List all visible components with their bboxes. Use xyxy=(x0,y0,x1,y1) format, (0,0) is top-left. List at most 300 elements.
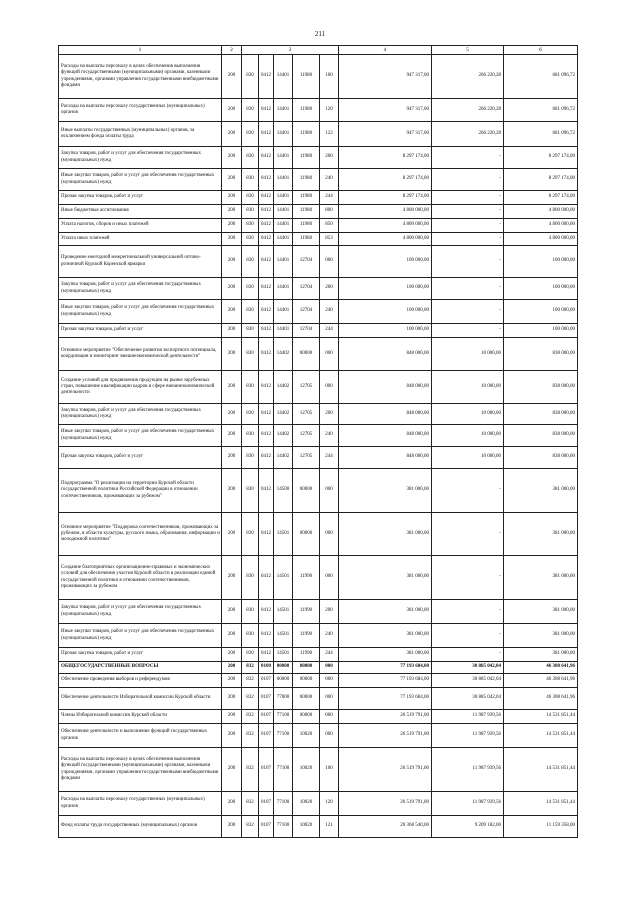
amount-approved: 4 800 000,00 xyxy=(339,219,432,233)
table-row xyxy=(59,169,578,191)
code-direction: 10020 xyxy=(293,724,320,748)
row-name: Прочая закупка товаров, работ и услуг xyxy=(59,447,222,469)
amount-executed: - xyxy=(432,147,504,169)
code-direction: 11980 xyxy=(293,233,320,246)
amount-remaining: 838 000,00 xyxy=(504,404,578,425)
amount-remaining: 100 000,00 xyxy=(504,300,578,324)
row-name: Закупка товаров, работ и услуг для обеспечения государственных (муниципальных) нужд xyxy=(59,404,222,425)
code-admin: 200 xyxy=(222,233,242,246)
amount-approved: 381 000,00 xyxy=(339,513,432,556)
amount-executed: - xyxy=(432,278,504,300)
code-direction: 11980 xyxy=(293,205,320,219)
amount-approved: 77 193 684,00 xyxy=(339,674,432,688)
amount-remaining: 381 000,00 xyxy=(504,600,578,624)
code-program: 77100 xyxy=(274,710,293,724)
table-row xyxy=(59,624,578,648)
amount-remaining: 46 308 641,96 xyxy=(504,662,578,674)
amount-remaining: 100 000,00 xyxy=(504,324,578,338)
row-name: Подпрограмма "О реализации на территории Курской области государственной политики Российской Федерации в отношении соотечественников, проживающих за рубежом" xyxy=(59,469,222,513)
row-name: Расходы на выплаты персоналу государственных (муниципальных) органов xyxy=(59,99,222,122)
code-ministry: 830 xyxy=(242,600,259,624)
code-direction: 12705 xyxy=(293,425,320,447)
code-section: 0412 xyxy=(259,447,274,469)
table-row xyxy=(59,404,578,425)
table-row xyxy=(59,648,578,662)
code-expense-type: 000 xyxy=(320,710,339,724)
code-direction: 11980 xyxy=(293,169,320,191)
code-admin: 200 xyxy=(222,748,242,792)
amount-executed: 10 000,00 xyxy=(432,404,504,425)
code-admin: 200 xyxy=(222,513,242,556)
amount-approved: 100 000,00 xyxy=(339,246,432,278)
amount-remaining: 8 297 174,00 xyxy=(504,191,578,205)
code-section: 0412 xyxy=(259,55,274,99)
table-row xyxy=(59,724,578,748)
code-ministry: 832 xyxy=(242,688,259,710)
code-admin: 200 xyxy=(222,278,242,300)
code-section: 0412 xyxy=(259,147,274,169)
code-ministry: 830 xyxy=(242,169,259,191)
header-cell: 4 xyxy=(339,46,432,55)
code-ministry: 830 xyxy=(242,371,259,404)
code-expense-type: 000 xyxy=(320,688,339,710)
code-admin: 200 xyxy=(222,147,242,169)
code-admin: 200 xyxy=(222,792,242,816)
code-program: 14501 xyxy=(274,600,293,624)
code-direction: 12705 xyxy=(293,371,320,404)
code-admin: 200 xyxy=(222,662,242,674)
code-expense-type: 120 xyxy=(320,99,339,122)
code-expense-type: 000 xyxy=(320,513,339,556)
code-section: 0412 xyxy=(259,324,274,338)
row-name: Основное мероприятие "Обеспечение развития экспортного потенциала, координация и мониторинг внешнеэкономической деятельности" xyxy=(59,338,222,371)
amount-approved: 100 000,00 xyxy=(339,324,432,338)
code-expense-type: 100 xyxy=(320,748,339,792)
code-direction: 11990 xyxy=(293,648,320,662)
code-program: 77100 xyxy=(274,724,293,748)
code-admin: 200 xyxy=(222,55,242,99)
row-name: Создание условий для продвижения продукции на рынке зарубежных стран, повышение квалификации кадров в сфере внешнеэкономической деятельности xyxy=(59,371,222,404)
header-cell: 5 xyxy=(432,46,504,55)
code-expense-type: 240 xyxy=(320,425,339,447)
amount-executed: 266 220,28 xyxy=(432,99,504,122)
code-program: 14401 xyxy=(274,147,293,169)
code-admin: 200 xyxy=(222,648,242,662)
amount-approved: 8 297 174,00 xyxy=(339,191,432,205)
code-expense-type: 100 xyxy=(320,55,339,99)
code-section: 0100 xyxy=(259,662,274,674)
code-ministry: 832 xyxy=(242,710,259,724)
amount-approved: 20 368 540,00 xyxy=(339,816,432,838)
amount-remaining: 46 308 641,96 xyxy=(504,674,578,688)
amount-remaining: 838 000,00 xyxy=(504,425,578,447)
amount-remaining: 46 308 641,96 xyxy=(504,688,578,710)
code-expense-type: 000 xyxy=(320,662,339,674)
code-program: 14401 xyxy=(274,278,293,300)
table-row xyxy=(59,556,578,600)
amount-executed: 11 987 939,56 xyxy=(432,792,504,816)
code-program: 77100 xyxy=(274,816,293,838)
amount-executed: 266 220,28 xyxy=(432,55,504,99)
code-direction: 12704 xyxy=(293,300,320,324)
row-name: Прочая закупка товаров, работ и услуг xyxy=(59,324,222,338)
row-name: Обеспечение проведения выборов и референдумов xyxy=(59,674,222,688)
code-admin: 200 xyxy=(222,338,242,371)
row-name: Закупка товаров, работ и услуг для обеспечения государственных (муниципальных) нужд xyxy=(59,278,222,300)
code-program: 14401 xyxy=(274,169,293,191)
code-program: 14401 xyxy=(274,122,293,147)
code-expense-type: 000 xyxy=(320,556,339,600)
row-name: Иные закупки товаров, работ и услуг для обеспечения государственных (муниципальных) нужд xyxy=(59,300,222,324)
amount-approved: 100 000,00 xyxy=(339,278,432,300)
amount-remaining: 100 000,00 xyxy=(504,278,578,300)
amount-approved: 8 297 174,00 xyxy=(339,169,432,191)
code-ministry: 830 xyxy=(242,556,259,600)
code-section: 0412 xyxy=(259,513,274,556)
code-ministry: 832 xyxy=(242,662,259,674)
header-row xyxy=(59,46,578,55)
table-row xyxy=(59,447,578,469)
code-direction: 11990 xyxy=(293,600,320,624)
code-ministry: 830 xyxy=(242,624,259,648)
code-direction: 00000 xyxy=(293,662,320,674)
row-name: Иные закупки товаров, работ и услуг для обеспечения государственных (муниципальных) нужд xyxy=(59,624,222,648)
code-expense-type: 850 xyxy=(320,219,339,233)
code-program: 14401 xyxy=(274,246,293,278)
code-expense-type: 200 xyxy=(320,404,339,425)
amount-approved: 8 297 174,00 xyxy=(339,147,432,169)
code-direction: 11980 xyxy=(293,191,320,205)
code-section: 0412 xyxy=(259,122,274,147)
row-name: Иные выплаты государственных (муниципальных) органов, за исключением фонда оплаты труда xyxy=(59,122,222,147)
code-expense-type: 200 xyxy=(320,147,339,169)
amount-remaining: 838 000,00 xyxy=(504,371,578,404)
table-row xyxy=(59,300,578,324)
code-direction: 12704 xyxy=(293,324,320,338)
code-program: 14401 xyxy=(274,324,293,338)
code-direction: 11980 xyxy=(293,122,320,147)
amount-executed: - xyxy=(432,219,504,233)
code-expense-type: 000 xyxy=(320,371,339,404)
header-cell: 3 xyxy=(242,46,339,55)
amount-approved: 947 317,00 xyxy=(339,55,432,99)
code-direction: 11980 xyxy=(293,99,320,122)
amount-approved: 848 000,00 xyxy=(339,404,432,425)
code-expense-type: 244 xyxy=(320,648,339,662)
amount-approved: 848 000,00 xyxy=(339,371,432,404)
code-direction: 12704 xyxy=(293,246,320,278)
code-program: 14401 xyxy=(274,99,293,122)
amount-remaining: 4 800 000,00 xyxy=(504,205,578,219)
amount-executed: 10 000,00 xyxy=(432,338,504,371)
table-row xyxy=(59,816,578,838)
row-name: Члены Избирательной комиссии Курской области xyxy=(59,710,222,724)
code-ministry: 830 xyxy=(242,233,259,246)
code-direction: 12705 xyxy=(293,404,320,425)
amount-executed: 11 987 939,56 xyxy=(432,710,504,724)
code-section: 0412 xyxy=(259,425,274,447)
code-admin: 200 xyxy=(222,191,242,205)
row-name: ОБЩЕГОСУДАРСТВЕННЫЕ ВОПРОСЫ xyxy=(59,662,222,674)
row-name: Основное мероприятие "Поддержка соотечественников, проживающих за рубежом, в области культуры, русского языка, образования, информации и молодежной политики" xyxy=(59,513,222,556)
amount-executed: - xyxy=(432,324,504,338)
code-section: 0107 xyxy=(259,792,274,816)
code-ministry: 830 xyxy=(242,278,259,300)
code-program: 14401 xyxy=(274,300,293,324)
code-program: 14401 xyxy=(274,233,293,246)
amount-executed: 266 220,28 xyxy=(432,122,504,147)
code-admin: 200 xyxy=(222,724,242,748)
code-admin: 200 xyxy=(222,219,242,233)
code-direction: 00000 xyxy=(293,338,320,371)
amount-approved: 947 317,00 xyxy=(339,122,432,147)
amount-remaining: 381 000,00 xyxy=(504,648,578,662)
amount-approved: 848 000,00 xyxy=(339,338,432,371)
code-expense-type: 244 xyxy=(320,191,339,205)
amount-executed: - xyxy=(432,205,504,219)
code-program: 00000 xyxy=(274,674,293,688)
table-row xyxy=(59,147,578,169)
code-program: 14501 xyxy=(274,624,293,648)
code-ministry: 832 xyxy=(242,792,259,816)
header-cell: 6 xyxy=(504,46,578,55)
row-name: Создание благоприятных организационно-правовых и экономических условий для обеспечения участия Курской области в реализации единой государственной политики в отношении соотечественников, проживающих за рубежом xyxy=(59,556,222,600)
code-expense-type: 800 xyxy=(320,205,339,219)
code-program: 14402 xyxy=(274,447,293,469)
code-ministry: 830 xyxy=(242,300,259,324)
code-program: 77100 xyxy=(274,748,293,792)
code-section: 0107 xyxy=(259,710,274,724)
amount-approved: 4 800 000,00 xyxy=(339,233,432,246)
code-ministry: 830 xyxy=(242,147,259,169)
code-section: 0412 xyxy=(259,191,274,205)
row-name: Закупка товаров, работ и услуг для обеспечения государственных (муниципальных) нужд xyxy=(59,147,222,169)
code-expense-type: 853 xyxy=(320,233,339,246)
table-row xyxy=(59,246,578,278)
code-expense-type: 200 xyxy=(320,600,339,624)
code-direction: 11990 xyxy=(293,624,320,648)
code-admin: 200 xyxy=(222,99,242,122)
amount-remaining: 681 096,72 xyxy=(504,122,578,147)
amount-approved: 26 519 791,00 xyxy=(339,792,432,816)
amount-executed: 10 000,00 xyxy=(432,371,504,404)
amount-remaining: 11 159 358,00 xyxy=(504,816,578,838)
code-ministry: 830 xyxy=(242,99,259,122)
code-admin: 200 xyxy=(222,425,242,447)
code-direction: 00000 xyxy=(293,674,320,688)
amount-executed: 10 000,00 xyxy=(432,447,504,469)
row-name: Расходы на выплаты персоналу государственных (муниципальных) органов xyxy=(59,792,222,816)
code-admin: 200 xyxy=(222,674,242,688)
table-row xyxy=(59,371,578,404)
amount-approved: 100 000,00 xyxy=(339,300,432,324)
code-direction: 12704 xyxy=(293,278,320,300)
row-name: Фонд оплаты труда государственных (муниципальных) органов xyxy=(59,816,222,838)
amount-remaining: 838 000,00 xyxy=(504,447,578,469)
amount-approved: 381 000,00 xyxy=(339,648,432,662)
code-direction: 10020 xyxy=(293,816,320,838)
code-section: 0412 xyxy=(259,246,274,278)
amount-remaining: 100 000,00 xyxy=(504,246,578,278)
amount-approved: 26 519 791,00 xyxy=(339,710,432,724)
amount-executed: - xyxy=(432,469,504,513)
code-direction: 00000 xyxy=(293,513,320,556)
code-ministry: 830 xyxy=(242,122,259,147)
table-row xyxy=(59,688,578,710)
code-admin: 200 xyxy=(222,624,242,648)
amount-executed: 9 209 182,00 xyxy=(432,816,504,838)
amount-remaining: 681 096,72 xyxy=(504,55,578,99)
amount-remaining: 838 000,00 xyxy=(504,338,578,371)
code-program: 14501 xyxy=(274,556,293,600)
code-ministry: 832 xyxy=(242,674,259,688)
amount-executed: 30 885 042,04 xyxy=(432,688,504,710)
table-row xyxy=(59,278,578,300)
code-program: 77000 xyxy=(274,688,293,710)
code-expense-type: 244 xyxy=(320,447,339,469)
amount-executed: - xyxy=(432,624,504,648)
code-direction: 00000 xyxy=(293,688,320,710)
code-expense-type: 121 xyxy=(320,816,339,838)
table-row xyxy=(59,674,578,688)
amount-approved: 848 000,00 xyxy=(339,447,432,469)
code-program: 14401 xyxy=(274,219,293,233)
header-cell: 1 xyxy=(59,46,222,55)
code-expense-type: 120 xyxy=(320,792,339,816)
row-name: Закупка товаров, работ и услуг для обеспечения государственных (муниципальных) нужд xyxy=(59,600,222,624)
code-direction: 11990 xyxy=(293,556,320,600)
amount-remaining: 381 000,00 xyxy=(504,469,578,513)
code-program: 14501 xyxy=(274,648,293,662)
code-expense-type: 000 xyxy=(320,246,339,278)
table-row xyxy=(59,99,578,122)
amount-executed: - xyxy=(432,513,504,556)
row-name: Расходы на выплаты персоналу в целях обеспечения выполнения функций государственными (муниципальными) органами, казенными учреждениями, органами управления государственными внебюджетными фондами xyxy=(59,748,222,792)
amount-remaining: 8 297 174,00 xyxy=(504,147,578,169)
amount-executed: - xyxy=(432,600,504,624)
amount-approved: 381 000,00 xyxy=(339,624,432,648)
code-program: 14501 xyxy=(274,513,293,556)
table-row xyxy=(59,513,578,556)
code-program: 14500 xyxy=(274,469,293,513)
amount-remaining: 8 297 174,00 xyxy=(504,169,578,191)
page-number: 211 xyxy=(314,30,326,38)
code-program: 14401 xyxy=(274,205,293,219)
code-admin: 200 xyxy=(222,205,242,219)
code-direction: 00000 xyxy=(293,710,320,724)
row-name: Иные бюджетные ассигнования xyxy=(59,205,222,219)
table-row xyxy=(59,425,578,447)
code-ministry: 830 xyxy=(242,55,259,99)
table-row xyxy=(59,792,578,816)
row-name: Уплата налогов, сборов и иных платежей xyxy=(59,219,222,233)
code-admin: 200 xyxy=(222,447,242,469)
code-direction: 10020 xyxy=(293,792,320,816)
code-section: 0412 xyxy=(259,404,274,425)
code-program: 14402 xyxy=(274,371,293,404)
code-admin: 200 xyxy=(222,246,242,278)
code-section: 0412 xyxy=(259,338,274,371)
amount-executed: - xyxy=(432,246,504,278)
row-name: Прочая закупка товаров, работ и услуг xyxy=(59,191,222,205)
table-row xyxy=(59,469,578,513)
amount-executed: 11 987 939,56 xyxy=(432,748,504,792)
code-expense-type: 240 xyxy=(320,300,339,324)
code-section: 0412 xyxy=(259,600,274,624)
table-row xyxy=(59,748,578,792)
budget-table xyxy=(58,45,578,838)
amount-approved: 26 519 791,00 xyxy=(339,748,432,792)
code-ministry: 830 xyxy=(242,205,259,219)
amount-executed: - xyxy=(432,556,504,600)
code-admin: 200 xyxy=(222,404,242,425)
code-expense-type: 240 xyxy=(320,624,339,648)
amount-executed: - xyxy=(432,191,504,205)
table-row xyxy=(59,324,578,338)
code-program: 00000 xyxy=(274,662,293,674)
code-section: 0107 xyxy=(259,748,274,792)
code-section: 0412 xyxy=(259,205,274,219)
code-expense-type: 000 xyxy=(320,469,339,513)
code-admin: 200 xyxy=(222,469,242,513)
code-admin: 200 xyxy=(222,556,242,600)
row-name: Иные закупки товаров, работ и услуг для обеспечения государственных (муниципальных) нужд xyxy=(59,425,222,447)
amount-approved: 381 000,00 xyxy=(339,556,432,600)
header-cell: 2 xyxy=(222,46,242,55)
code-program: 14401 xyxy=(274,55,293,99)
code-section: 0412 xyxy=(259,219,274,233)
table-row xyxy=(59,55,578,99)
code-direction: 11980 xyxy=(293,55,320,99)
amount-approved: 947 317,00 xyxy=(339,99,432,122)
table-row xyxy=(59,205,578,219)
amount-remaining: 381 000,00 xyxy=(504,556,578,600)
row-name: Иные закупки товаров, работ и услуг для обеспечения государственных (муниципальных) нужд xyxy=(59,169,222,191)
table-row xyxy=(59,122,578,147)
amount-executed: 30 885 042,04 xyxy=(432,662,504,674)
code-section: 0107 xyxy=(259,816,274,838)
code-ministry: 830 xyxy=(242,469,259,513)
amount-approved: 848 000,00 xyxy=(339,425,432,447)
code-ministry: 830 xyxy=(242,404,259,425)
amount-executed: - xyxy=(432,233,504,246)
code-section: 0412 xyxy=(259,233,274,246)
code-section: 0107 xyxy=(259,724,274,748)
code-expense-type: 200 xyxy=(320,278,339,300)
table-row xyxy=(59,600,578,624)
row-name: Обеспечение деятельности и выполнение функций государственных органов xyxy=(59,724,222,748)
code-direction: 11980 xyxy=(293,147,320,169)
code-admin: 200 xyxy=(222,816,242,838)
code-program: 14402 xyxy=(274,338,293,371)
amount-executed: 10 000,00 xyxy=(432,425,504,447)
code-ministry: 832 xyxy=(242,724,259,748)
code-ministry: 832 xyxy=(242,816,259,838)
amount-executed: 30 885 042,04 xyxy=(432,674,504,688)
row-name: Уплата иных платежей xyxy=(59,233,222,246)
amount-remaining: 381 000,00 xyxy=(504,513,578,556)
code-section: 0412 xyxy=(259,99,274,122)
code-section: 0412 xyxy=(259,300,274,324)
row-name: Прочая закупка товаров, работ и услуг xyxy=(59,648,222,662)
code-ministry: 830 xyxy=(242,648,259,662)
amount-approved: 26 519 791,00 xyxy=(339,724,432,748)
table-row xyxy=(59,219,578,233)
code-ministry: 830 xyxy=(242,324,259,338)
code-ministry: 830 xyxy=(242,246,259,278)
code-section: 0412 xyxy=(259,469,274,513)
amount-executed: - xyxy=(432,169,504,191)
